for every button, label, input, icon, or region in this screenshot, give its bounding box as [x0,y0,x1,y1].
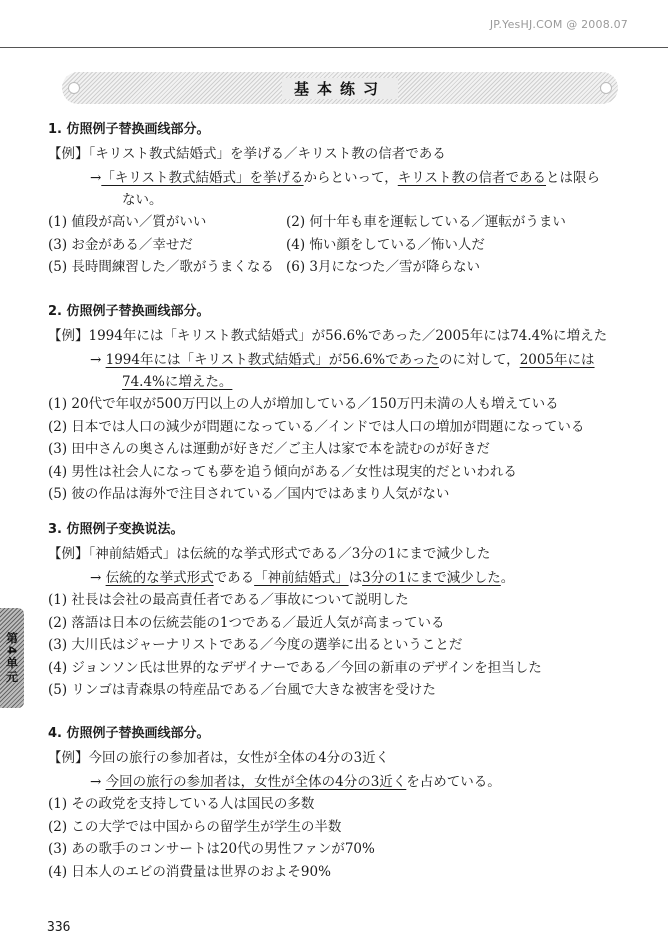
exercise-section-4 [48,724,628,882]
underlined-phrase: キリスト教の信者である [397,170,547,186]
example-text: 「神前結婚式」は伝統的な挙式形式である／3分の1にまで減少した [88,546,491,562]
example-label: 【例】 [48,546,89,562]
example-prompt [48,540,628,564]
section-heading: 4. 仿照例子替换画线部分。 [48,726,210,741]
example-prompt [48,140,628,164]
answer-text: のに対して， [438,352,520,368]
exercise-item: (2) この大学では中国からの留学生が学生の半数 [48,818,342,835]
answer-text: を占めている。 [406,774,501,790]
exercise-item: (2) 日本では人口の減少が問題になっている／インドでは人口の増加が問題になっている [48,418,585,435]
exercise-item: (3) あの歌手のコンサートは20代の男性ファンが70% [48,841,375,857]
underlined-phrase: 2005年には [519,352,595,368]
arrow: → [90,570,106,586]
example-text: 今回の旅行の参加者は，女性が全体の4分の3近く [88,750,390,766]
exercise-item: (1) 値段が高い／質がいい [48,214,207,230]
example-label: 【例】 [48,328,89,344]
section-banner [62,72,618,104]
example-text: 「キリスト教式結婚式」を挙げる／キリスト教の信者である [88,146,446,162]
answer-text: とは限ら [546,170,601,186]
underlined-phrase: 3分の1にまで減少した [362,570,501,586]
exercise-section-1 [48,120,628,278]
answer-text: 。 [500,570,515,586]
example-answer [48,768,628,792]
answer-text: は [348,570,363,586]
banner-right-cap [600,82,612,94]
section-heading: 3. 仿照例子变换说法。 [48,522,184,537]
underlined-phrase: 「神前結婚式」 [254,570,349,586]
underlined-phrase: 今回の旅行の参加者は，女性が全体の4分の3近く [105,774,407,790]
example-prompt [48,744,628,768]
exercise-item: (4) 日本人のエビの消費量は世界のおよそ90% [48,863,331,880]
answer-text: からといって， [303,170,398,186]
watermark: JP.YesHJ.COM @ 2008.07 [489,18,628,31]
banner-title: 基本练习 [282,78,398,99]
top-divider [0,47,668,48]
underlined-phrase: 74.4%に増えた。 [122,374,233,390]
underlined-phrase: 「キリスト教式結婚式」を挙げる [101,170,304,186]
section-heading: 1. 仿照例子替换画线部分。 [48,122,210,137]
arrow: → [90,170,102,186]
exercise-item: (5) 長時間練習した／歌がうまくなる [48,259,274,275]
unit-label: 第4单元 [4,631,19,685]
example-prompt [48,322,628,346]
item-grid [48,210,628,278]
banner-left-cap [68,82,80,94]
example-answer [48,564,628,588]
exercise-item: (2) 何十年も車を運転している／運転がうまい [286,214,566,230]
example-answer-cont: ない。 [122,192,163,208]
exercise-item: (1) 社長は会社の最高責任者である／事故について説明した [48,592,409,608]
arrow: → [90,352,106,368]
example-answer [48,164,628,188]
exercise-item: (3) 田中さんの奥さんは運動が好きだ／ご主人は家で本を読むのが好きだ [48,441,490,457]
unit-side-tab [0,608,24,708]
example-answer [48,346,628,370]
answer-text: である [213,570,255,586]
exercise-item: (1) 20代で年収が500万円以上の人が増加している／150万円未満の人も増えている [48,396,559,412]
underlined-phrase: 伝統的な挙式形式 [105,570,214,586]
exercise-section-3 [48,520,628,701]
arrow: → [90,774,106,790]
exercise-section-2 [48,302,628,505]
page-number: 336 [47,920,71,935]
section-heading: 2. 仿照例子替换画线部分。 [48,304,210,319]
exercise-item: (4) 男性は社会人になっても夢を追う傾向がある／女性は現実的だといわれる [48,463,517,480]
exercise-item: (2) 落語は日本の伝統芸能の1つである／最近人気が高まっている [48,614,445,631]
example-label: 【例】 [48,146,89,162]
exercise-item: (3) 大川氏はジャーナリストである／今度の選挙に出るということだ [48,637,463,653]
exercise-item: (1) その政党を支持している人は国民の多数 [48,796,315,812]
exercise-item: (4) 怖い顔をしている／怖い人だ [286,236,485,253]
underlined-phrase: 1994年には「キリスト教式結婚式」が56.6%であった [105,352,439,368]
exercise-item: (5) リンゴは青森県の特産品である／台風で大きな被害を受けた [48,682,436,698]
example-text: 1994年には「キリスト教式結婚式」が56.6%であった／2005年には74.4%に増えた [88,328,608,344]
exercise-item: (4) ジョンソン氏は世界的なデザイナーである／今回の新車のデザインを担当した [48,659,542,676]
example-label: 【例】 [48,750,89,766]
exercise-item: (5) 彼の作品は海外で注目されている／国内ではあまり人気がない [48,486,450,502]
exercise-item: (6) 3月になつた／雪が降らない [286,259,481,275]
example-answer-cont [48,370,628,392]
exercise-item: (3) お金がある／幸せだ [48,236,193,253]
